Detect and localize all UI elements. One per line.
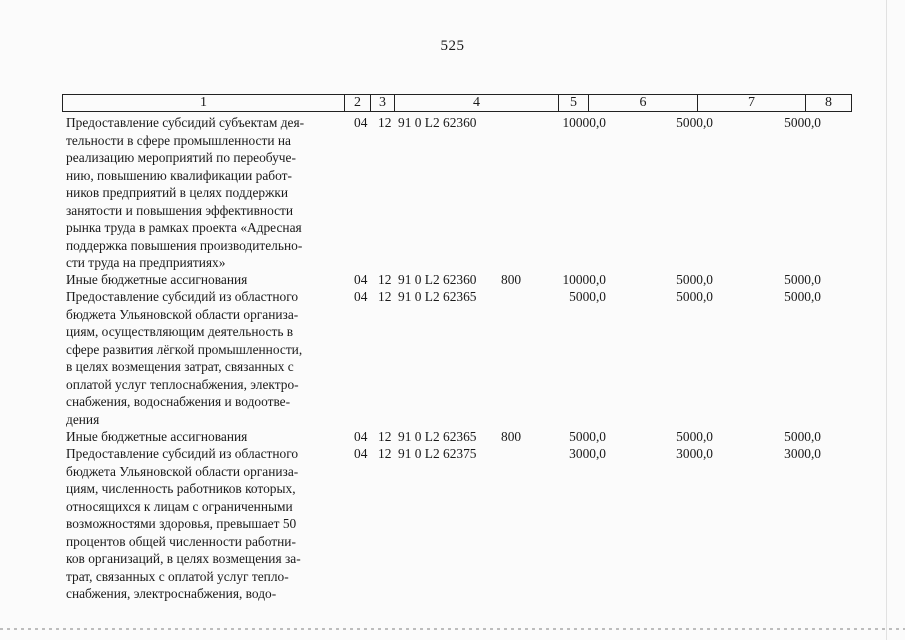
- desc-line: реализацию мероприятий по переобуче-: [66, 150, 296, 165]
- desc-line: поддержка повышения производительно-: [66, 237, 303, 253]
- row-value-col7: 3000,0: [676, 446, 713, 461]
- desc-line: занятости и повышения эффективности: [66, 202, 294, 218]
- row-description: [66, 445, 343, 603]
- row-expense-type: 800: [501, 272, 522, 287]
- desc-line: в целях возмещения затрат, связанных с: [66, 359, 294, 374]
- row-value-col6: 5000,0: [569, 429, 606, 444]
- row-target-code: 91 0 L2 62365: [398, 429, 477, 444]
- row-subsection-code: 12: [378, 446, 392, 461]
- desc-line: трат, связанных с оплатой услуг тепло-: [66, 568, 289, 584]
- row-value-col7: 5000,0: [676, 115, 713, 130]
- row-value-col6: 3000,0: [569, 446, 606, 461]
- header-col-6: 6: [589, 95, 698, 111]
- desc-line: относящихся к лицам с ограниченными: [66, 498, 293, 514]
- row-section-code: 04: [354, 289, 368, 304]
- scan-edge-line: [0, 628, 905, 630]
- row-target-code: 91 0 L2 62360: [398, 272, 477, 287]
- desc-line: Предоставление субсидий из областного: [66, 446, 299, 461]
- row-description: [66, 271, 343, 289]
- desc-line: сти труда на предприятиях»: [66, 255, 226, 270]
- desc-line: дения: [66, 411, 100, 427]
- desc-line: Предоставление субсидий субъектам дея-: [66, 115, 305, 130]
- row-description: [66, 428, 343, 446]
- row-value-col8: 5000,0: [784, 429, 821, 444]
- desc-line: ников предприятий в целях поддержки: [66, 185, 289, 200]
- row-section-code: 04: [354, 115, 368, 130]
- desc-line: нию, повышению квалификации работ-: [66, 167, 292, 183]
- row-subsection-code: 12: [378, 115, 392, 130]
- header-col-4: 4: [395, 95, 559, 111]
- desc-line: бюджета Ульяновской области организа-: [66, 306, 299, 322]
- desc-line: снабжения, электроснабжения, водо-: [66, 586, 277, 601]
- desc-line: Иные бюджетные ассигнования: [66, 429, 248, 444]
- desc-line: ков организаций, в целях возмещения за-: [66, 551, 301, 566]
- row-target-code: 91 0 L2 62365: [398, 289, 477, 304]
- desc-line: тельности в сфере промышленности на: [66, 132, 291, 148]
- row-value-col6: 10000,0: [562, 272, 606, 287]
- row-subsection-code: 12: [378, 289, 392, 304]
- desc-line: процентов общей численности работни-: [66, 533, 296, 549]
- desc-line: циям, осуществляющим деятельность в: [66, 324, 294, 339]
- table-header-row: [62, 94, 852, 112]
- row-value-col8: 5000,0: [784, 115, 821, 130]
- row-target-code: 91 0 L2 62360: [398, 115, 477, 130]
- header-col-7: 7: [698, 95, 806, 111]
- row-value-col6: 5000,0: [569, 289, 606, 304]
- row-value-col7: 5000,0: [676, 272, 713, 287]
- row-subsection-code: 12: [378, 272, 392, 287]
- desc-line: Иные бюджетные ассигнования: [66, 272, 248, 287]
- page-edge: [886, 0, 887, 640]
- row-section-code: 04: [354, 429, 368, 444]
- header-col-3: 3: [371, 95, 395, 111]
- row-expense-type: 800: [501, 429, 522, 444]
- row-value-col8: 5000,0: [784, 289, 821, 304]
- row-section-code: 04: [354, 272, 368, 287]
- desc-line: возможностями здоровья, превышает 50: [66, 516, 297, 531]
- header-col-1: 1: [63, 95, 345, 111]
- row-description: [66, 114, 343, 272]
- header-col-8: 8: [825, 95, 832, 110]
- row-value-col7: 5000,0: [676, 429, 713, 444]
- row-description: [66, 288, 343, 428]
- row-section-code: 04: [354, 446, 368, 461]
- desc-line: бюджета Ульяновской области организа-: [66, 463, 299, 479]
- row-value-col7: 5000,0: [676, 289, 713, 304]
- row-target-code: 91 0 L2 62375: [398, 446, 477, 461]
- header-col-2: 2: [345, 95, 371, 111]
- desc-line: циям, численность работников которых,: [66, 481, 296, 496]
- row-value-col8: 3000,0: [784, 446, 821, 461]
- desc-line: оплатой услуг теплоснабжения, электро-: [66, 376, 299, 392]
- desc-line: сфере развития лёгкой промышленности,: [66, 341, 303, 357]
- header-col-5: 5: [559, 95, 589, 111]
- row-subsection-code: 12: [378, 429, 392, 444]
- desc-line: Предоставление субсидий из областного: [66, 289, 299, 304]
- desc-line: снабжения, водоснабжения и водоотве-: [66, 394, 291, 409]
- page-number: 525: [440, 38, 465, 54]
- desc-line: рынка труда в рамках проекта «Адресная: [66, 220, 302, 235]
- row-value-col8: 5000,0: [784, 272, 821, 287]
- row-value-col6: 10000,0: [562, 115, 606, 130]
